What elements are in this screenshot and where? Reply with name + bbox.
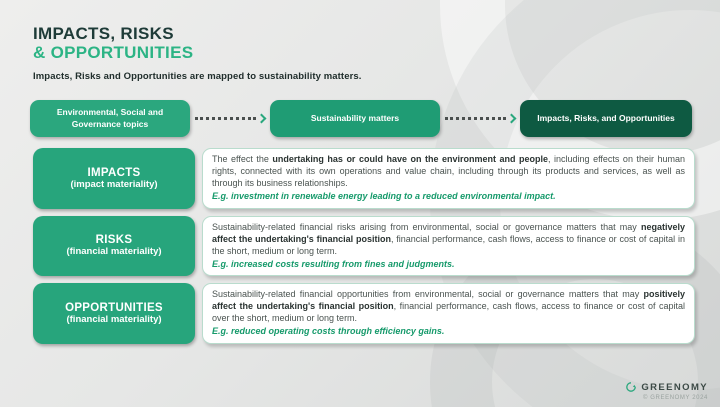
risks-description: Sustainability-related financial risks arising from environmental, social or governance matters that may negatively affect the undertaking's financial position, financial performance, cash flows, access to finance or cost of capital in the short, medium or long term.: [212, 221, 685, 256]
row-risks: [33, 216, 695, 277]
impacts-description-card: [202, 148, 695, 209]
impacts-label-title: IMPACTS: [87, 166, 141, 179]
flow-step-esg-topics: Environmental, Social and Governance topics: [30, 100, 190, 137]
header: [33, 24, 362, 82]
flow-arrow-2: [440, 115, 520, 122]
definition-rows: [33, 148, 695, 351]
brand-lockup: [625, 381, 708, 393]
page-title: [33, 24, 362, 62]
row-opportunities: [33, 283, 695, 344]
row-impacts: [33, 148, 695, 209]
brand-name: GREENOMY: [641, 381, 708, 393]
greenomy-logo-icon: [625, 381, 637, 393]
risks-label-title: RISKS: [95, 234, 133, 247]
dotted-line: [195, 117, 256, 120]
page-title-line2: & OPPORTUNITIES: [33, 43, 194, 63]
impacts-label-subtitle: (impact materiality): [70, 178, 158, 190]
opportunities-example: E.g. reduced operating costs through efficiency gains.: [212, 326, 445, 337]
flow-step-sustainability-matters: Sustainability matters: [270, 100, 440, 137]
opportunities-label-subtitle: (financial materiality): [66, 313, 162, 325]
opportunities-description-card: [202, 283, 695, 344]
risks-description-card: [202, 216, 695, 277]
impacts-example: E.g. investment in renewable energy leading to a reduced environmental impact.: [212, 190, 556, 201]
arrow-right-icon: [257, 114, 267, 124]
opportunities-label-box: [33, 283, 195, 344]
risks-label-box: [33, 216, 195, 277]
opportunities-label-title: OPPORTUNITIES: [65, 301, 163, 314]
risks-example: E.g. increased costs resulting from fines and judgments.: [212, 258, 455, 269]
page-title-line1: IMPACTS, RISKS: [33, 24, 174, 43]
impacts-label-box: [33, 148, 195, 209]
impacts-description: The effect the undertaking has or could have on the environment and people, including effects on their human rights, connected with its own operations and value chain, including through its products and services, as well as through its business relationships.: [212, 154, 685, 188]
flow-step-iro: Impacts, Risks, and Opportunities: [520, 100, 692, 137]
copyright-text: © GREENOMY 2024: [643, 395, 708, 401]
arrow-right-icon: [507, 114, 517, 124]
opportunities-description: Sustainability-related financial opportunities from environmental, social or governance matters that may positively affect the undertaking's financial position, financial performance, cash flows, access to finance or cost of capital over the short, medium or long term.: [212, 289, 685, 324]
dotted-line: [445, 117, 506, 120]
risks-label-subtitle: (financial materiality): [66, 246, 162, 258]
page-subtitle: Impacts, Risks and Opportunities are mapped to sustainability matters.: [33, 71, 362, 83]
flow-arrow-1: [190, 115, 270, 122]
flow-diagram: [30, 100, 692, 137]
footer: [625, 381, 708, 401]
